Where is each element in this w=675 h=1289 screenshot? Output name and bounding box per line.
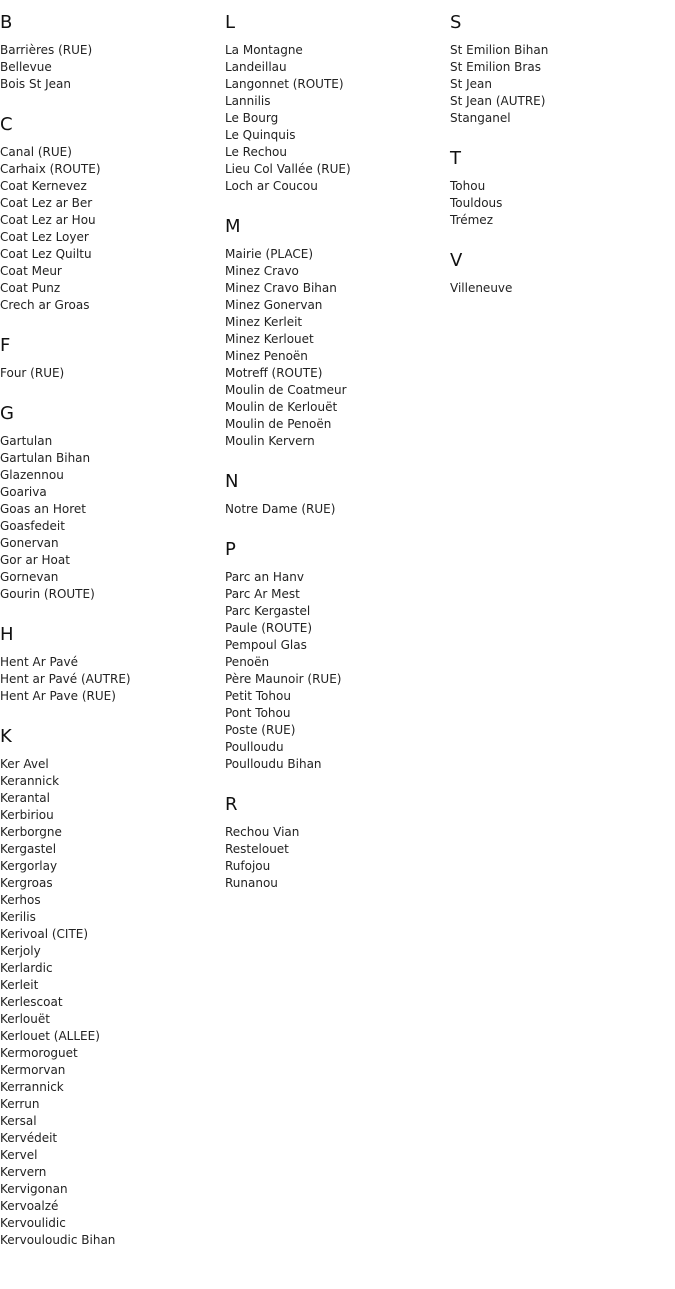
letter-heading: M — [225, 216, 241, 237]
street-link[interactable]: Four (RUE) — [0, 366, 65, 380]
letter-group-s — [450, 12, 670, 127]
street-link[interactable]: Kergorlay — [0, 859, 58, 873]
letter-group-c — [0, 114, 220, 314]
street-list — [225, 501, 445, 518]
street-link[interactable]: Kerjoly — [0, 944, 41, 958]
street-link[interactable]: Crech ar Groas — [0, 298, 90, 312]
street-link[interactable]: Glazennou — [0, 468, 64, 482]
street-list — [450, 178, 670, 229]
street-link[interactable]: Moulin de Kerlouët — [225, 400, 338, 414]
letter-heading: C — [0, 114, 13, 135]
letter-group-g — [0, 403, 220, 603]
street-link[interactable]: Poulloudu Bihan — [225, 757, 322, 771]
street-link[interactable]: Parc Ar Mest — [225, 587, 300, 601]
street-link[interactable]: Moulin Kervern — [225, 434, 315, 448]
letter-heading: L — [225, 12, 236, 33]
street-link[interactable]: Kermoroguet — [0, 1046, 78, 1060]
street-link[interactable]: Kerleit — [0, 978, 39, 992]
street-link[interactable]: Goas an Horet — [0, 502, 86, 516]
street-link[interactable]: Gornevan — [0, 570, 59, 584]
street-link[interactable]: Père Maunoir (RUE) — [225, 672, 342, 686]
street-link[interactable]: Kerborgne — [0, 825, 62, 839]
street-link[interactable]: Kervouloudic Bihan — [0, 1233, 116, 1247]
letter-heading: N — [225, 471, 239, 492]
street-link[interactable]: Rechou Vian — [225, 825, 300, 839]
street-list — [225, 824, 445, 892]
street-link[interactable]: St Emilion Bras — [450, 60, 541, 74]
street-link[interactable]: Kermorvan — [0, 1063, 66, 1077]
street-list — [0, 756, 220, 1249]
street-link[interactable]: Notre Dame (RUE) — [225, 502, 336, 516]
street-link[interactable]: Coat Lez Quiltu — [0, 247, 92, 261]
street-link[interactable]: Kerlescoat — [0, 995, 63, 1009]
street-link[interactable]: Runanou — [225, 876, 278, 890]
street-link[interactable]: Kergastel — [0, 842, 57, 856]
street-link[interactable]: Restelouet — [225, 842, 289, 856]
street-link[interactable]: Coat Punz — [0, 281, 61, 295]
street-link[interactable]: Kerlardic — [0, 961, 53, 975]
street-link[interactable]: Landeillau — [225, 60, 287, 74]
street-link[interactable]: Trémez — [450, 213, 493, 227]
street-link[interactable]: Kerivoal (CITE) — [0, 927, 89, 941]
street-link[interactable]: Kerbiriou — [0, 808, 54, 822]
street-link[interactable]: Gourin (ROUTE) — [0, 587, 95, 601]
street-link[interactable]: Loch ar Coucou — [225, 179, 318, 193]
street-link[interactable]: Kervédeit — [0, 1131, 58, 1145]
street-list — [0, 144, 220, 314]
street-link[interactable]: Motreff (ROUTE) — [225, 366, 323, 380]
street-link[interactable]: La Montagne — [225, 43, 303, 57]
letter-heading: S — [450, 12, 462, 33]
street-link[interactable]: Pont Tohou — [225, 706, 291, 720]
letter-heading: R — [225, 794, 238, 815]
street-link[interactable]: St Emilion Bihan — [450, 43, 549, 57]
street-link[interactable]: Kervoalzé — [0, 1199, 59, 1213]
street-link[interactable]: Minez Gonervan — [225, 298, 323, 312]
street-link[interactable]: Villeneuve — [450, 281, 513, 295]
street-link[interactable]: Gartulan — [0, 434, 53, 448]
street-list — [225, 42, 445, 195]
column-1 — [0, 12, 220, 1270]
letter-group-r — [225, 794, 445, 892]
letter-heading: B — [0, 12, 13, 33]
street-link[interactable]: St Jean (AUTRE) — [450, 94, 546, 108]
street-link[interactable]: Penoën — [225, 655, 270, 669]
street-link[interactable]: Coat Lez Loyer — [0, 230, 89, 244]
street-link[interactable]: Minez Kerleit — [225, 315, 303, 329]
street-link[interactable]: Hent ar Pavé (AUTRE) — [0, 672, 131, 686]
street-link[interactable]: Le Quinquis — [225, 128, 296, 142]
street-link[interactable]: Kerhos — [0, 893, 41, 907]
street-link[interactable]: Kerannick — [0, 774, 60, 788]
letter-group-t — [450, 148, 670, 229]
street-link[interactable]: Le Bourg — [225, 111, 279, 125]
street-list — [450, 280, 670, 297]
street-link[interactable]: Kerantal — [0, 791, 50, 805]
street-list — [0, 365, 220, 382]
letter-group-l — [225, 12, 445, 195]
street-link[interactable]: Coat Lez ar Hou — [0, 213, 96, 227]
street-link[interactable]: Kerrannick — [0, 1080, 64, 1094]
street-link[interactable]: Parc an Hanv — [225, 570, 304, 584]
street-link[interactable]: Poulloudu — [225, 740, 284, 754]
street-link[interactable]: Gonervan — [0, 536, 59, 550]
street-link[interactable]: Gor ar Hoat — [0, 553, 70, 567]
street-link[interactable]: Pempoul Glas — [225, 638, 307, 652]
street-link[interactable]: Goariva — [0, 485, 47, 499]
street-link[interactable]: Lannilis — [225, 94, 271, 108]
street-link[interactable]: Minez Cravo Bihan — [225, 281, 337, 295]
street-list — [0, 42, 220, 93]
street-list — [225, 246, 445, 450]
letter-group-p — [225, 539, 445, 773]
street-link[interactable]: Minez Penoën — [225, 349, 308, 363]
letter-group-m — [225, 216, 445, 450]
letter-group-f — [0, 335, 220, 382]
street-link[interactable]: Lieu Col Vallée (RUE) — [225, 162, 351, 176]
street-link[interactable]: Kerrun — [0, 1097, 40, 1111]
street-link[interactable]: Canal (RUE) — [0, 145, 72, 159]
street-link[interactable]: Poste (RUE) — [225, 723, 296, 737]
street-link[interactable]: Kervoulidic — [0, 1216, 66, 1230]
street-link[interactable]: Moulin de Penoën — [225, 417, 332, 431]
letter-group-h — [0, 624, 220, 705]
street-link[interactable]: Ker Avel — [0, 757, 49, 771]
street-link[interactable]: Tohou — [450, 179, 486, 193]
letter-heading: K — [0, 726, 12, 747]
street-link[interactable]: Touldous — [450, 196, 503, 210]
street-link[interactable]: Kersal — [0, 1114, 37, 1128]
street-link[interactable]: Carhaix (ROUTE) — [0, 162, 101, 176]
street-link[interactable]: Kervigonan — [0, 1182, 68, 1196]
street-link[interactable]: Bois St Jean — [0, 77, 71, 91]
letter-heading: H — [0, 624, 14, 645]
letter-group-n — [225, 471, 445, 518]
letter-heading: G — [0, 403, 14, 424]
street-link[interactable]: Barrières (RUE) — [0, 43, 93, 57]
street-link[interactable]: Minez Cravo — [225, 264, 299, 278]
street-link[interactable]: Rufojou — [225, 859, 271, 873]
letter-heading: T — [450, 148, 461, 169]
street-link[interactable]: Hent Ar Pave (RUE) — [0, 689, 116, 703]
street-link[interactable]: Langonnet (ROUTE) — [225, 77, 344, 91]
street-link[interactable]: Stanganel — [450, 111, 511, 125]
street-list — [225, 569, 445, 773]
letter-heading: F — [0, 335, 11, 356]
street-list — [450, 42, 670, 127]
street-link[interactable]: Hent Ar Pavé — [0, 655, 79, 669]
street-link[interactable]: Le Rechou — [225, 145, 288, 159]
street-link[interactable]: Coat Kernevez — [0, 179, 87, 193]
street-link[interactable]: Kergroas — [0, 876, 53, 890]
street-list — [0, 654, 220, 705]
street-link[interactable]: Kerilis — [0, 910, 36, 924]
street-link[interactable]: Moulin de Coatmeur — [225, 383, 347, 397]
street-link[interactable]: Minez Kerlouet — [225, 332, 314, 346]
letter-heading: P — [225, 539, 236, 560]
street-list — [0, 433, 220, 603]
street-link[interactable]: Bellevue — [0, 60, 52, 74]
street-link[interactable]: Paule (ROUTE) — [225, 621, 313, 635]
street-link[interactable]: Parc Kergastel — [225, 604, 311, 618]
letter-group-b — [0, 12, 220, 93]
letter-heading: V — [450, 250, 463, 271]
street-link[interactable]: Petit Tohou — [225, 689, 291, 703]
street-link[interactable]: Kerlouet (ALLEE) — [0, 1029, 100, 1043]
street-link[interactable]: Coat Lez ar Ber — [0, 196, 93, 210]
street-link[interactable]: Kerlouët — [0, 1012, 50, 1026]
street-link[interactable]: Kervel — [0, 1148, 38, 1162]
column-2 — [225, 12, 445, 913]
street-link[interactable]: St Jean — [450, 77, 493, 91]
street-link[interactable]: Mairie (PLACE) — [225, 247, 314, 261]
street-link[interactable]: Coat Meur — [0, 264, 62, 278]
column-3 — [450, 12, 670, 318]
letter-group-v — [450, 250, 670, 297]
letter-group-k — [0, 726, 220, 1249]
street-link[interactable]: Kervern — [0, 1165, 47, 1179]
street-link[interactable]: Gartulan Bihan — [0, 451, 91, 465]
street-link[interactable]: Goasfedeit — [0, 519, 65, 533]
